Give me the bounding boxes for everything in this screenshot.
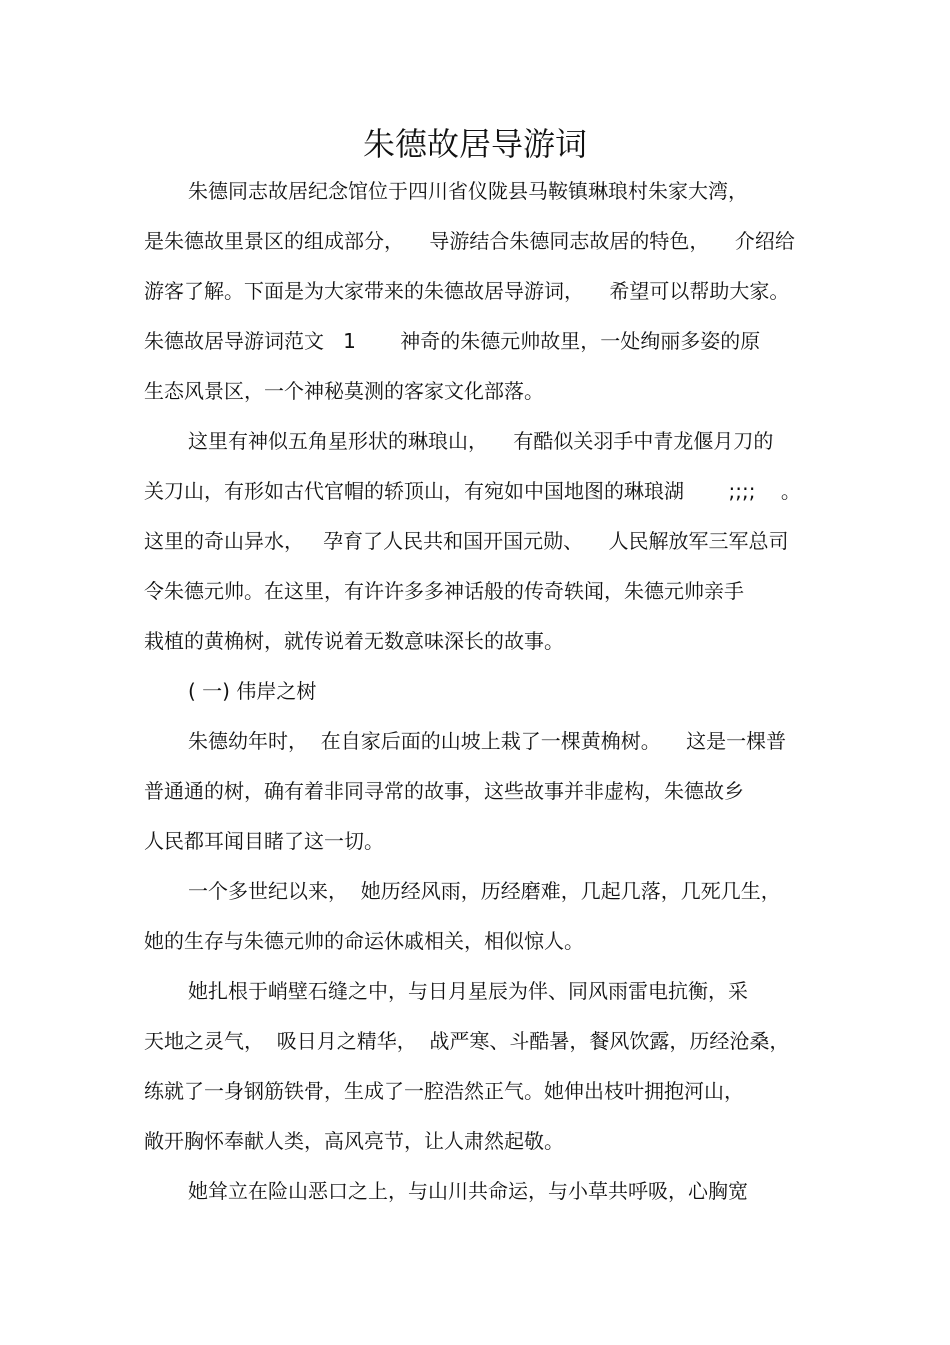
paragraph-line: 是朱德故里景区的组成部分， 导游结合朱德同志故居的特色， 介绍给 bbox=[144, 229, 795, 253]
paragraph-line: 这里有神似五角星形状的琳琅山， 有酷似关羽手中青龙偃月刀的 bbox=[188, 429, 774, 453]
paragraph-line: 天地之灵气， 吸日月之精华， 战严寒、斗酷暑，餐风饮露，历经沧桑， bbox=[144, 1029, 790, 1053]
document-title: 朱德故居导游词 bbox=[362, 125, 587, 163]
paragraph-line: 普通通的树，确有着非同寻常的故事，这些故事并非虚构，朱德故乡 bbox=[144, 779, 744, 803]
paragraph-line: 游客了解。下面是为大家带来的朱德故居导游词， 希望可以帮助大家。 bbox=[144, 279, 790, 303]
paragraph-line: 人民都耳闻目睹了这一切。 bbox=[144, 829, 384, 853]
paragraph-line: 她扎根于峭壁石缝之中，与日月星辰为伴、同风雨雷电抗衡，采 bbox=[188, 979, 748, 1003]
paragraph-line: 朱德故居导游词范文 1 神奇的朱德元帅故里，一处绚丽多姿的原 bbox=[144, 329, 761, 353]
paragraph-line: 生态风景区，一个神秘莫测的客家文化部落。 bbox=[144, 379, 544, 403]
paragraph-line: 她耸立在险山恶口之上，与山川共命运，与小草共呼吸，心胸宽 bbox=[188, 1179, 748, 1203]
paragraph-line: 栽植的黄桷树，就传说着无数意味深长的故事。 bbox=[144, 629, 564, 653]
paragraph-line: 敞开胸怀奉献人类，高风亮节，让人肃然起敬。 bbox=[144, 1129, 564, 1153]
paragraph-line: 一个多世纪以来， 她历经风雨，历经磨难，几起几落，几死几生， bbox=[188, 879, 781, 903]
paragraph-line: 朱德幼年时， 在自家后面的山坡上栽了一棵黄桷树。 这是一棵普 bbox=[188, 729, 787, 753]
paragraph-line: 她的生存与朱德元帅的命运休戚相关，相似惊人。 bbox=[144, 929, 584, 953]
paragraph-line: 令朱德元帅。在这里，有许许多多神话般的传奇轶闻，朱德元帅亲手 bbox=[144, 579, 744, 603]
section-heading: ( 一) 伟岸之树 bbox=[188, 679, 317, 703]
paragraph-line: 关刀山，有形如古代官帽的轿顶山，有宛如中国地图的琳琅湖 ;;;; 。 bbox=[144, 479, 801, 503]
paragraph-line: 这里的奇山异水， 孕育了人民共和国开国元勋、 人民解放军三军总司 bbox=[144, 529, 789, 553]
paragraph-line: 朱德同志故居纪念馆位于四川省仪陇县马鞍镇琳琅村朱家大湾， bbox=[188, 179, 748, 203]
paragraph-line: 练就了一身钢筋铁骨，生成了一腔浩然正气。她伸出枝叶拥抱河山， bbox=[144, 1079, 744, 1103]
